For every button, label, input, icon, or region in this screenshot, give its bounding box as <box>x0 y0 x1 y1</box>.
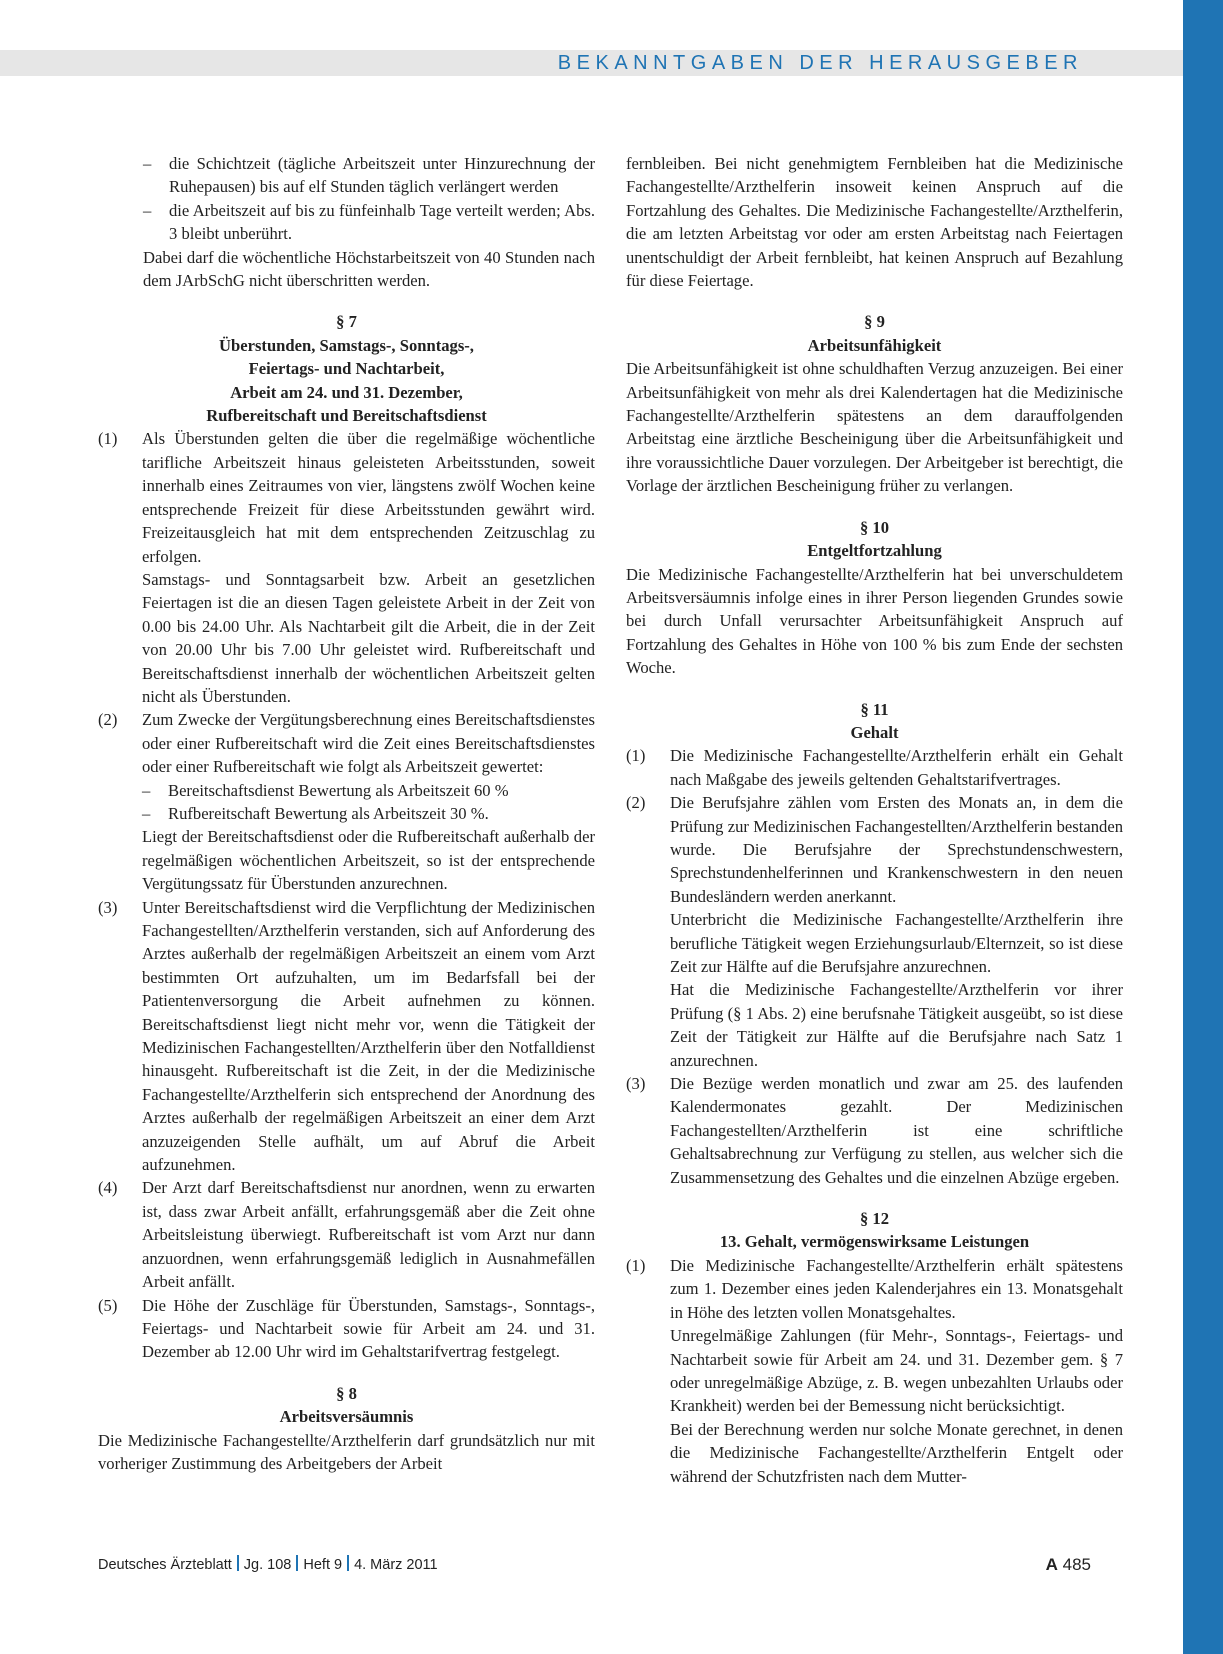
numbered-paragraph <box>98 427 595 708</box>
page-prefix: A <box>1045 1555 1058 1574</box>
dash-text: Bereitschaftsdienst Bewertung als Arbeitszeit 60 % <box>168 780 509 800</box>
paragraph-number: (1) <box>626 746 646 766</box>
paragraph: Die Medizinische Fachangestellte/Arzthelferin darf grundsätzlich nur mit vorheriger Zustimmung des Arbeitgebers der Arbeit <box>98 1430 595 1473</box>
paragraph: Liegt der Bereitschaftsdienst oder die Rufbereitschaft außerhalb der regelmäßigen wöchentlichen Arbeitszeit, so ist der entsprechende Vergütungssatz für Überstunden anzurechnen. <box>142 827 595 894</box>
paragraph: Die Medizinische Fachangestellte/Arzthelferin erhält ein Gehalt nach Maßgabe des jeweils geltenden Gehaltstarifvertrages. <box>670 746 1123 789</box>
paragraph-number: (1) <box>98 429 118 449</box>
divider <box>237 1555 239 1571</box>
paragraph: fernbleiben. Bei nicht genehmigtem Fernbleiben hat die Medizinische Fachangestellte/Arzthelferin insoweit keinen Anspruch auf die Fortzahlung des Gehaltes. Die Medizinische Fachangestellte/Arzthelferin, die am letzten Arbeitstag vor oder am ersten Arbeitstag nach Feiertagen unentschuldigt der Arbeit fernbleibt, hat keinen Anspruch auf Bezahlung für diese Feiertage. <box>626 154 1123 291</box>
intro-block <box>98 152 595 292</box>
numbered-paragraph <box>626 744 1123 791</box>
paragraph: Unterbricht die Medizinische Fachangestellte/Arzthelferin ihre berufliche Tätigkeit wegen Erziehungsurlaub/Elternzeit, so ist diese Zeit zur Hälfte auf die Berufsjahre anzurechnen. <box>670 910 1123 976</box>
left-column <box>98 152 595 1475</box>
paragraph-number: (3) <box>98 897 118 917</box>
side-color-bar <box>1183 0 1223 1654</box>
list-item: – Bereitschaftsdienst Bewertung als Arbeitszeit 60 % <box>142 779 595 802</box>
paragraph: Unregelmäßige Zahlungen (für Mehr-, Sonntags-, Feiertags- und Nachtarbeit sowie für Arbeit am 24. und 31. Dezember gem. § 7 oder unregelmäßige Abzüge, z. B. wegen unbezahlten Urlaubs oder Krankheit) werden bei der Bemessung nicht berücksichtigt. <box>670 1326 1123 1416</box>
paragraph-number: (5) <box>98 1295 118 1315</box>
list-item: – die Schichtzeit (tägliche Arbeitszeit unter Hinzurechnung der Ruhepausen) bis auf elf Stunden täglich verlängert werden <box>143 152 595 199</box>
section-title: Arbeitsversäumnis <box>279 1407 414 1427</box>
paragraph: Die Bezüge werden monatlich und zwar am 25. des laufenden Kalendermonates gezahlt. Der Medizinischen Fachangestellten/Arzthelferin ist eine schriftliche Gehaltsabrechnung zur Verfügung zu stellen, aus welcher sich die Zusammensetzung des Gehaltes und die einzelnen Abzüge ergeben. <box>670 1074 1123 1187</box>
paragraph-number: (4) <box>98 1178 118 1198</box>
section-heading <box>626 516 1123 563</box>
numbered-paragraph <box>626 791 1123 1072</box>
dash-text: die Arbeitszeit auf bis zu fünfeinhalb Tage verteilt werden; Abs. 3 bleibt unberührt. <box>169 200 595 244</box>
paragraph: Als Überstunden gelten die über die regelmäßige wöchentliche tarifliche Arbeitszeit hinaus geleisteten Arbeitsstunden, soweit innerhalb eines Zeitraumes von vier, längstens zwölf Wochen keine entsprechende Freizeit für diese Arbeitsstunden gewährt wird. Freizeitausgleich hat mit dem entsprechenden Zeitzuschlag zu erfolgen. <box>142 429 595 566</box>
section-number: § 8 <box>336 1383 357 1403</box>
numbered-paragraph <box>98 708 595 895</box>
section-title: 13. Gehalt, vermögenswirksame Leistungen <box>719 1232 1030 1252</box>
paragraph: Die Arbeitsunfähigkeit ist ohne schuldhaften Verzug anzuzeigen. Bei einer Arbeitsunfähigkeit von mehr als drei Kalendertagen hat die Medizinische Fachangestellte/Arzthelferin spätestens an dem darauffolgenden Arbeitstag eine ärztliche Bescheinigung über die Arbeitsunfähigkeit und ihre voraussichtliche Dauer vorzulegen. Der Arbeitgeber ist berechtigt, die Vorlage der ärztlichen Bescheinigung früher zu verlangen. <box>626 359 1123 496</box>
section-heading <box>626 310 1123 357</box>
section-title-line: Rufbereitschaft und Bereitschaftsdienst <box>206 406 487 426</box>
section-heading <box>98 1382 595 1429</box>
section-number: § 12 <box>859 1209 890 1229</box>
section-title: Entgeltfortzahlung <box>807 541 942 561</box>
section-title-line: Feiertags- und Nachtarbeit, <box>248 359 445 379</box>
paragraph: Samstags- und Sonntagsarbeit bzw. Arbeit an gesetzlichen Feiertagen ist die an diesen Tagen geleistete Arbeit in der Zeit von 0.00 bis 24.00 Uhr. Als Nachtarbeit gilt die Arbeit, die in der Zeit von 20.00 Uhr bis 7.00 Uhr geleistet wird. Rufbereitschaft und Bereitschaftsdienst innerhalb der wöchentlichen Arbeitszeit gelten nicht als Überstunden. <box>142 569 595 706</box>
list-item: – die Arbeitszeit auf bis zu fünfeinhalb Tage verteilt werden; Abs. 3 bleibt unberührt. <box>143 199 595 246</box>
section-heading <box>98 310 595 427</box>
journal-volume: Jg. 108 <box>243 1557 292 1573</box>
section-title: Arbeitsunfähigkeit <box>807 335 942 355</box>
journal-name: Deutsches Ärzteblatt <box>98 1557 232 1573</box>
paragraph: Die Medizinische Fachangestellte/Arzthelferin erhält spätestens zum 1. Dezember eines jeden Kalenderjahres ein 13. Monatsgehalt in Höhe des letzten vollen Monatsgehaltes. <box>670 1255 1123 1322</box>
numbered-paragraph <box>98 1294 595 1364</box>
list-item: – Rufbereitschaft Bewertung als Arbeitszeit 30 %. <box>142 802 595 825</box>
paragraph-number: (1) <box>626 1255 646 1275</box>
paragraph: Bei der Berechnung werden nur solche Monate gerechnet, in denen die Medizinische Fachangestellte/Arzthelferin Entgelt oder während der Schutzfristen nach dem Mutter- <box>670 1419 1123 1486</box>
section-number: § 10 <box>859 517 890 537</box>
paragraph: Die Medizinische Fachangestellte/Arzthelferin hat bei unverschuldetem Arbeitsversäumnis infolge eines in ihrer Person liegenden Grundes sowie bei durch Unfall verursachter Arbeitsunfähigkeit Anspruch auf Fortzahlung des Gehaltes in Höhe von 100 % bis zum Ende der sechsten Woche. <box>626 564 1123 678</box>
section-heading <box>626 1207 1123 1254</box>
paragraph-number: (2) <box>626 793 646 813</box>
section-title: Gehalt <box>850 722 899 742</box>
journal-issue: Heft 9 <box>303 1557 343 1573</box>
page-number-value: 485 <box>1062 1555 1091 1574</box>
paragraph: Unter Bereitschaftsdienst wird die Verpflichtung der Medizinischen Fachangestellten/Arzthelferin verstanden, sich auf Anforderung des Arztes außerhalb der regelmäßigen Arbeitszeit an einem vom Arzt bestimmten Ort aufzuhalten, um im Bedarfsfall bei der Patientenversorgung die Arbeit aufnehmen zu können. Bereitschaftsdienst liegt nicht mehr vor, wenn die Tätigkeit der Medizinischen Fachangestellten/Arzthelferin über den Notfalldienst hinausgeht. Rufbereitschaft ist die Zeit, in der die Medizinische Fachangestellte/Arzthelferin sich entsprechend der Anordnung des Arztes außerhalb der regelmäßigen Arbeitszeit an einer dem Arzt anzuzeigenden Stelle aufhält, um auf Abruf die Arbeit aufzunehmen. <box>142 897 595 1175</box>
section-title-line: Überstunden, Samstags-, Sonntags-, <box>219 335 474 355</box>
paragraph: Die Berufsjahre zählen vom Ersten des Monats an, in dem die Prüfung zur Medizinischen Fachangestellten/Arzthelferin bestanden wurde. Die Berufsjahre der Sprechstundenschwestern, Sprechstundenhelferinnen und Krankenschwestern in den neuen Bundesländern werden anerkannt. <box>670 793 1123 906</box>
paragraph-number: (2) <box>98 710 118 730</box>
paragraph: Dabei darf die wöchentliche Höchstarbeitszeit von 40 Stunden nach dem JArbSchG nicht überschritten werden. <box>143 247 595 291</box>
issue-date: 4. März 2011 <box>354 1557 438 1573</box>
section-number: § 7 <box>336 312 357 332</box>
section-title-line: Arbeit am 24. und 31. Dezember, <box>230 382 463 402</box>
paragraph-number: (3) <box>626 1074 646 1094</box>
numbered-paragraph <box>98 1176 595 1293</box>
numbered-paragraph <box>626 1254 1123 1488</box>
numbered-paragraph <box>98 896 595 1177</box>
paragraph: Hat die Medizinische Fachangestellte/Arzthelferin vor ihrer Prüfung (§ 1 Abs. 2) eine berufsnahe Tätigkeit ausgeübt, so ist diese Zeit der Tätigkeit zur Hälfte auf die Berufsjahre nach Satz 1 anzurechnen. <box>670 980 1123 1070</box>
section-heading <box>626 698 1123 745</box>
divider <box>347 1555 349 1571</box>
dash-text: die Schichtzeit (tägliche Arbeitszeit unter Hinzurechnung der Ruhepausen) bis auf elf Stunden täglich verlängert werden <box>169 154 595 197</box>
right-column <box>626 152 1123 1488</box>
section-number: § 11 <box>860 699 889 719</box>
dash-text: Rufbereitschaft Bewertung als Arbeitszeit 30 %. <box>168 803 489 823</box>
footer-citation <box>98 1555 438 1573</box>
paragraph: Zum Zwecke der Vergütungsberechnung eines Bereitschaftsdienstes oder einer Rufbereitschaft wird die Zeit eines Bereitschaftsdienstes oder einer Rufbereitschaft wie folgt als Arbeitszeit gewertet: <box>142 710 595 777</box>
paragraph: Die Höhe der Zuschläge für Überstunden, Samstags-, Sonntags-, Feiertags- und Nachtarbeit sowie für Arbeit am 24. und 31. Dezember ab 12.00 Uhr wird im Gehaltstarifvertrag festgelegt. <box>142 1295 595 1362</box>
divider <box>296 1555 298 1571</box>
section-number: § 9 <box>864 312 885 332</box>
section-header-title: BEKANNTGABEN DER HERAUSGEBER <box>557 52 1083 74</box>
page-number <box>1046 1555 1091 1575</box>
numbered-paragraph <box>626 1072 1123 1189</box>
paragraph: Der Arzt darf Bereitschaftsdienst nur anordnen, wenn zu erwarten ist, dass zwar Arbeit anfällt, erfahrungsgemäß aber die Zeit ohne Arbeitsleistung überwiegt. Rufbereitschaft ist vom Arzt nur dann anzuordnen, wenn erfahrungsgemäß lediglich in Ausnahmefällen Arbeit anfällt. <box>142 1178 595 1292</box>
